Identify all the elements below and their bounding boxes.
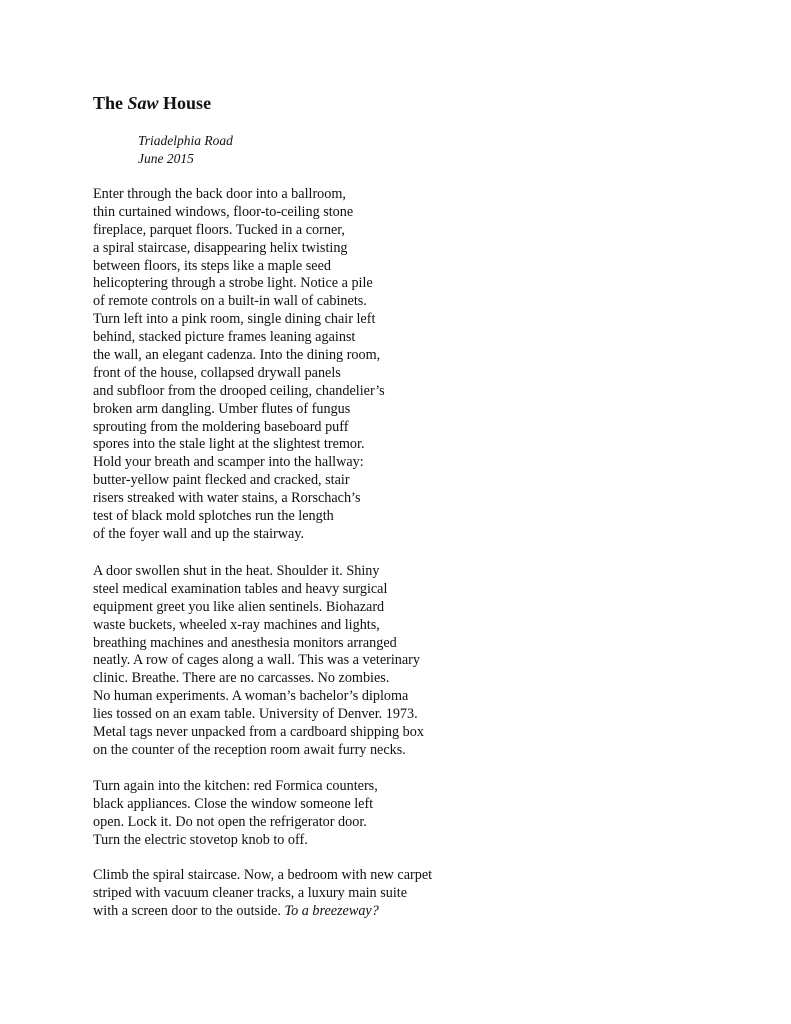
poem-line: and subfloor from the drooped ceiling, chandelier’s (93, 382, 385, 399)
poem-line: a spiral staircase, disappearing helix twisting (93, 239, 348, 256)
poem-line: A door swollen shut in the heat. Shoulder it. Shiny (93, 563, 380, 579)
poem-line: spores into the stale light at the slightest tremor. (93, 436, 365, 453)
poem-line: butter-yellow paint flecked and cracked, stair (93, 472, 350, 489)
title-prefix: The (93, 93, 128, 113)
poem-line: Hold your breath and scamper into the hallway: (93, 454, 364, 471)
poem-line: of remote controls on a built-in wall of cabinets. (93, 293, 367, 310)
poem-line: Enter through the back door into a ballroom, (93, 186, 346, 202)
poem-line: Turn again into the kitchen: red Formica counters, (93, 778, 378, 794)
poem-line: steel medical examination tables and heavy surgical (93, 580, 388, 597)
poem-line: striped with vacuum cleaner tracks, a luxury main suite (93, 884, 407, 901)
poem-line: front of the house, collapsed drywall panels (93, 364, 341, 381)
poem-line: waste buckets, wheeled x-ray machines and lights, (93, 616, 380, 633)
poem-line: open. Lock it. Do not open the refrigerator door. (93, 813, 367, 830)
poem-line: Turn left into a pink room, single dining chair left (93, 311, 376, 328)
poem-line: fireplace, parquet floors. Tucked in a corner, (93, 221, 345, 238)
poem-line: risers streaked with water stains, a Rorschach’s (93, 490, 361, 507)
stanza-4 (93, 867, 533, 921)
poem-line: helicoptering through a strobe light. Notice a pile (93, 275, 373, 292)
poem-line: clinic. Breathe. There are no carcasses. No zombies. (93, 670, 390, 687)
last-line-text: with a screen door to the outside. (93, 902, 285, 919)
poem-line: of the foyer wall and up the stairway. (93, 525, 305, 542)
poem-line: on the counter of the reception room await furry necks. (93, 741, 406, 758)
poem-line: sprouting from the moldering baseboard puff (93, 418, 349, 435)
poem-line: test of black mold splotches run the length (93, 508, 334, 525)
poem-line: the wall, an elegant cadenza. Into the dining room, (93, 347, 381, 364)
poem-line: equipment greet you like alien sentinels. Biohazard (93, 598, 385, 615)
poem-line: Metal tags never unpacked from a cardboard shipping box (93, 724, 424, 741)
last-line-italic: To a breezeway? (284, 902, 379, 919)
stanza-1 (93, 186, 533, 544)
poem-location: Triadelphia Road (138, 133, 233, 148)
poem-line: black appliances. Close the window someone left (93, 795, 374, 812)
poem-date: June 2015 (138, 151, 194, 166)
poem-title (93, 92, 211, 114)
poem-line: thin curtained windows, floor-to-ceiling stone (93, 203, 354, 220)
poem-line: lies tossed on an exam table. University of Denver. 1973. (93, 706, 418, 723)
poem-line: No human experiments. A woman’s bachelor’s diploma (93, 688, 409, 705)
poem-line: Climb the spiral staircase. Now, a bedroom with new carpet (93, 867, 433, 883)
title-suffix: House (158, 93, 212, 113)
poem-line: broken arm dangling. Umber flutes of fungus (93, 400, 351, 417)
title-italic-word: Saw (127, 93, 159, 113)
stanza-3 (93, 778, 533, 850)
poem-line: between floors, its steps like a maple seed (93, 257, 331, 274)
poem-line: neatly. A row of cages along a wall. This was a veterinary (93, 652, 420, 669)
poem-line: behind, stacked picture frames leaning against (93, 329, 356, 346)
poem-line: breathing machines and anesthesia monitors arranged (93, 634, 397, 651)
poem-line: Turn the electric stovetop knob to off. (93, 831, 308, 848)
stanza-2 (93, 563, 533, 760)
poem-line-last (93, 903, 533, 921)
